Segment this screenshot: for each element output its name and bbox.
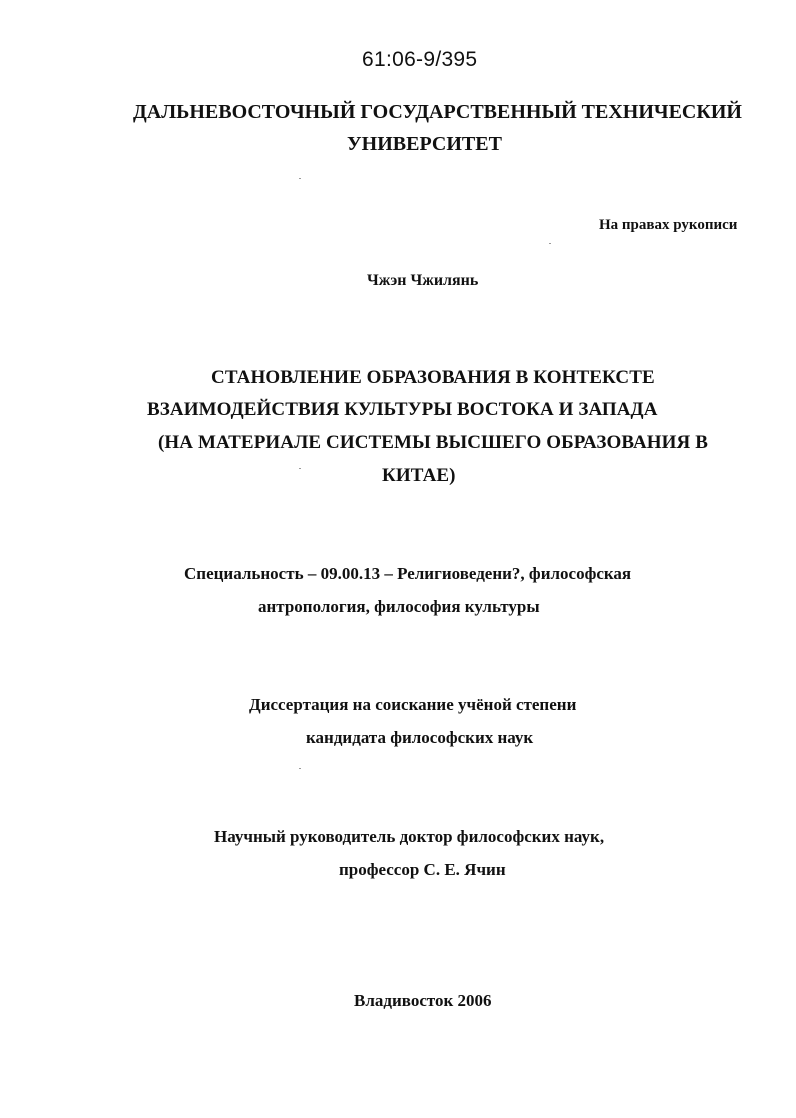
manuscript-note: На правах рукописи	[599, 217, 738, 233]
scan-speck	[299, 468, 301, 469]
supervisor-line2: профессор С. Е. Ячин	[339, 860, 506, 879]
specialty-line2: антропология, философия культуры	[258, 597, 540, 616]
place-and-year: Владивосток 2006	[354, 991, 492, 1010]
archive-code: 61:06-9/395	[362, 48, 478, 71]
specialty-line1: Специальность – 09.00.13 – Религиоведени?, философская	[184, 564, 632, 583]
dissertation-title-line2: ВЗАИМОДЕЙСТВИЯ КУЛЬТУРЫ ВОСТОКА И ЗАПАДА	[147, 399, 658, 420]
institution-name-line2: УНИВЕРСИТЕТ	[347, 133, 502, 155]
scan-speck	[549, 243, 551, 244]
degree-line2: кандидата философских наук	[306, 728, 534, 747]
institution-name-line1: ДАЛЬНЕВОСТОЧНЫЙ ГОСУДАРСТВЕННЫЙ ТЕХНИЧЕСКИЙ	[133, 101, 742, 123]
dissertation-title-line3: (НА МАТЕРИАЛЕ СИСТЕМЫ ВЫСШЕГО ОБРАЗОВАНИЯ В	[158, 432, 709, 453]
author-name: Чжэн Чжилянь	[367, 272, 479, 289]
dissertation-title-line4: КИТАЕ)	[382, 465, 456, 486]
degree-line1: Диссертация на соискание учёной степени	[249, 695, 577, 714]
scan-speck	[299, 178, 301, 179]
scan-speck	[299, 768, 301, 769]
dissertation-title-line1: СТАНОВЛЕНИЕ ОБРАЗОВАНИЯ В КОНТЕКСТЕ	[211, 367, 655, 388]
supervisor-line1: Научный руководитель доктор философских наук,	[214, 827, 605, 846]
